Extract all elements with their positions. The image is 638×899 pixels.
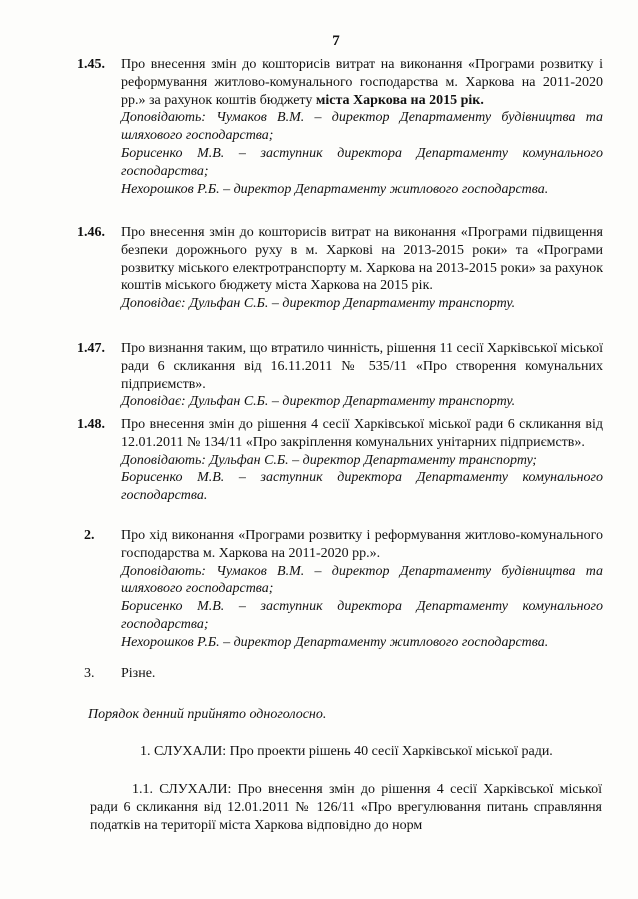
item-title-bold: міста Харкова на 2015 рік.	[315, 92, 484, 108]
heard-item-1-1: 1.1. СЛУХАЛИ: Про внесення змін до рішення 4 сесії Харківської міської ради 6 скликання від 12.01.2011 № 126/11 «Про врегулювання питань справляння податків на території міста Харкова відповідно до норм	[90, 782, 602, 833]
item-number: 1.48.	[77, 417, 105, 432]
reporter-line: Доповідають: Чумаков В.М. – директор Департаменту будівництва та шляхового господарства;	[121, 563, 603, 597]
reporter-line: Нехорошков Р.Б. – директор Департаменту житлового господарства.	[121, 181, 549, 197]
page-number: 7	[332, 33, 340, 49]
item-title: Різне.	[121, 666, 156, 681]
item-title: Про визнання таким, що втратило чинність, рішення 11 сесії Харківської міської ради 6 скликання від 16.11.2011 № 535/11 «Про створення комунальних підприємств».	[121, 341, 603, 392]
item-number: 2.	[84, 528, 95, 543]
reporter-line: Борисенко М.В. – заступник директора Департаменту комунального господарства;	[121, 145, 603, 179]
item-title: Про хід виконання «Програми розвитку і реформування житлово-комунального господарства м. Харкова на 2011-2020 рр.».	[121, 528, 603, 561]
item-title	[121, 56, 603, 109]
agenda-item	[77, 340, 603, 411]
item-title-text: Про внесення змін до кошторисів витрат на виконання «Програми розвитку і реформування житлово-комунального господарства м. Харкова на 2011-2020 рр.» за рахунок коштів бюджету	[121, 57, 603, 108]
item-title: Про внесення змін до кошторисів витрат на виконання «Програми підвищення безпеки дорожнього руху в м. Харкові на 2013-2015 роки» та «Програми розвитку міського електротранспорту м. Харкова на 2013-2015 роки» за рахунок коштів міського бюджету міста Харкова на 2015 рік.	[121, 225, 603, 294]
agenda-item	[77, 56, 603, 198]
agenda-item	[77, 527, 603, 652]
agenda-item	[77, 224, 603, 313]
reporter-line: Доповідають: Чумаков В.М. – директор Департаменту будівництва та шляхового господарства;	[121, 110, 603, 144]
item-number: 1.47.	[77, 341, 105, 356]
reporter-line: Борисенко М.В. – заступник директора Департаменту комунального господарства;	[121, 599, 603, 632]
heard-item-1: 1. СЛУХАЛИ: Про проекти рішень 40 сесії Харківської міської ради.	[140, 744, 553, 759]
agenda-item	[77, 416, 603, 505]
reporter-line: Борисенко М.В. – заступник директора Департаменту комунального господарства.	[121, 470, 603, 504]
reporter-line: Доповідає: Дульфан С.Б. – директор Департаменту транспорту.	[121, 394, 516, 410]
item-number: 1.45.	[77, 57, 105, 72]
reporter-line: Доповідає: Дульфан С.Б. – директор Департаменту транспорту.	[121, 296, 516, 312]
item-number: 1.46.	[77, 225, 105, 240]
item-title: Про внесення змін до рішення 4 сесії Харківської міської ради 6 скликання від 12.01.2011 № 134/11 «Про закріплення комунальних унітарних підприємств».	[121, 417, 603, 450]
agenda-adopted-note: Порядок денний прийнято одноголосно.	[88, 707, 327, 722]
agenda-item	[77, 665, 603, 683]
reporter-line: Доповідають: Дульфан С.Б. – директор Департаменту транспорту;	[121, 452, 537, 468]
item-number: 3.	[84, 666, 95, 681]
reporter-line: Нехорошков Р.Б. – директор Департаменту житлового господарства.	[121, 634, 549, 650]
